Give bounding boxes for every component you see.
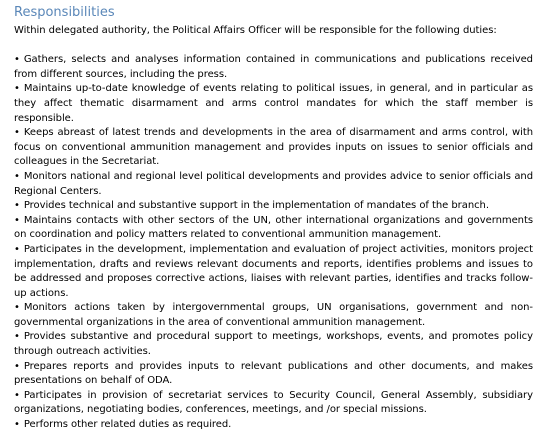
duty-item [14, 126, 533, 170]
bullet-icon: • [14, 54, 20, 66]
duty-item [14, 389, 533, 418]
duty-text: Performs other related duties as required. [23, 419, 232, 431]
duty-item [14, 330, 533, 359]
bullet-icon: • [14, 419, 20, 431]
duty-text: Monitors national and regional level political developments and provides advice to senior officials and Regional Centers. [14, 170, 533, 197]
duty-item [14, 418, 533, 433]
duty-text: Monitors actions taken by intergovernmental groups, UN organisations, government and non-governmental organizations in the area of conventional ammunition management. [14, 302, 533, 328]
section-heading: Responsibilities [14, 5, 115, 20]
duty-item [14, 301, 533, 330]
duty-item [14, 82, 533, 126]
bullet-icon: • [14, 360, 20, 372]
duty-item [14, 199, 533, 214]
blank-line [14, 39, 533, 54]
bullet-icon: • [14, 127, 20, 139]
duty-item [14, 360, 533, 389]
bullet-icon: • [14, 389, 20, 401]
duty-item [14, 170, 533, 199]
bullet-icon: • [14, 331, 20, 343]
duty-list [14, 53, 533, 432]
bullet-icon: • [14, 214, 20, 226]
duty-text: Provides substantive and procedural support to meetings, workshops, events, and promotes policy through outreach activities. [14, 331, 533, 358]
bullet-icon: • [14, 302, 20, 314]
duty-text: Gathers, selects and analyses information contained in communications and publications received from different sources, including the press. [14, 54, 533, 80]
bullet-icon: • [14, 83, 20, 95]
duty-text: Maintains up-to-date knowledge of events relating to political issues, in general, and in particular as they affect thematic disarmament and arms control mandates for which the staff member is responsible. [14, 83, 533, 124]
duty-text: Maintains contacts with other sectors of the UN, other international organizations and governments on coordination and policy matters related to conventional ammunition management. [14, 214, 533, 241]
responsibilities-section [14, 3, 533, 433]
bullet-icon: • [14, 170, 20, 182]
duty-item [14, 243, 533, 301]
bullet-icon: • [14, 243, 20, 255]
duty-text: Participates in provision of secretariat services to Security Council, General Assembly, subsidiary organizations, negotiating bodies, conferences, meetings, and /or special missions. [14, 389, 533, 416]
duty-text: Keeps abreast of latest trends and developments in the area of disarmament and arms control, with focus on conventional ammunition management and provides inputs on issues to senior officials and colleagues in the Secretariat. [14, 127, 533, 168]
duty-text: Prepares reports and provides inputs to relevant publications and other documents, and makes presentations on behalf of ODA. [14, 360, 533, 387]
duty-item [14, 53, 533, 82]
bullet-icon: • [14, 200, 20, 212]
duty-item [14, 214, 533, 243]
duty-text: Participates in the development, implementation and evaluation of project activities, monitors project implementation, drafts and reviews relevant documents and reports, identifies problems and issues to be addressed and proposes corrective actions, liaises with relevant parties, identifies and tracks follow-up actions. [14, 243, 533, 299]
intro-text: Within delegated authority, the Political Affairs Officer will be responsible for the following duties: [14, 25, 497, 36]
duty-text: Provides technical and substantive support in the implementation of mandates of the branch. [23, 200, 489, 212]
